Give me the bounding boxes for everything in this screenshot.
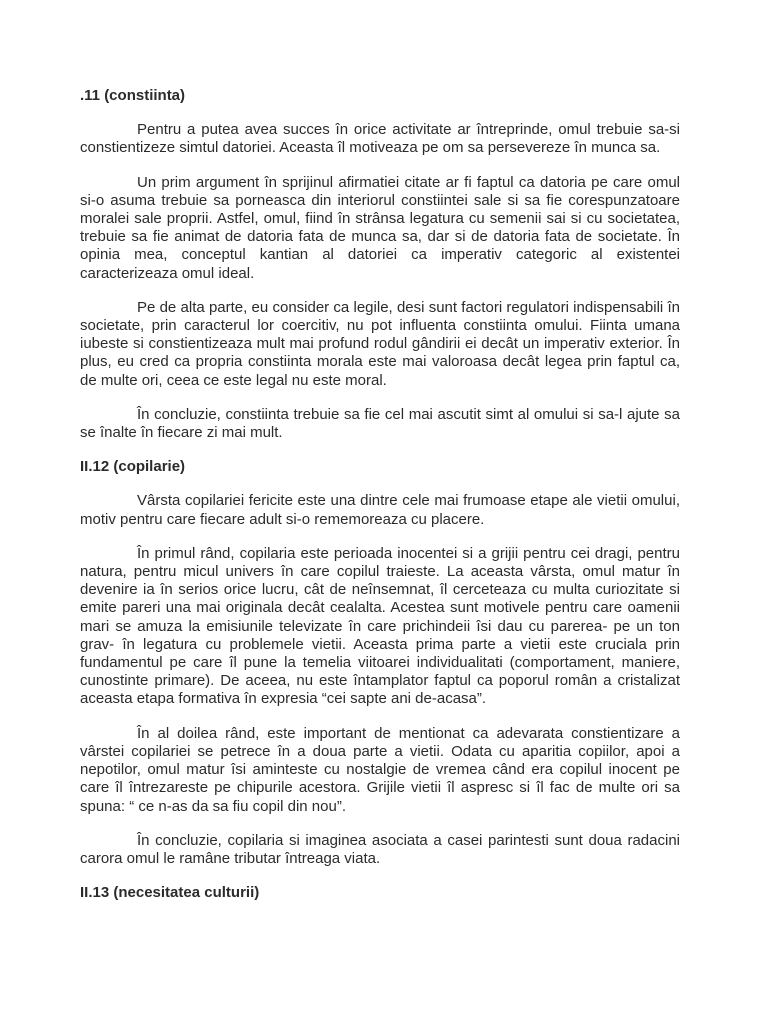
section-copilarie xyxy=(80,458,680,868)
section-constiinta xyxy=(80,87,680,442)
paragraph: În primul rând, copilaria este perioada inocentei si a grijii pentru cei dragi, pentru natura, pentru micul univers în care copilul traieste. La aceasta vârsta, omul matur în devenire ia în serios orice lucru, cât de neînsemnat, îl cerceteaza cu multa curiozitate si emite pareri una mai originala decât cealalta. Acestea sunt motivele pentru care oamenii mari se amuza la emisiunile televizate în care prichindeii îsi dau cu parerea- pe un ton grav- în legatura cu problemele vietii. Aceasta prima parte a vietii este cruciala prin fundamentul pe care îl pune la temelia viitoarei individualitati (comportament, maniere, cunostinte primare). De aceea, nu este întamplator faptul ca poporul român a cristalizat aceasta etapa formativa în expresia “cei sapte ani de-acasa”. xyxy=(80,544,680,708)
section-heading: .11 (constiinta) xyxy=(80,87,186,104)
paragraph: Pentru a putea avea succes în orice activitate ar întreprinde, omul trebuie sa-si constientizeze simtul datoriei. Aceasta îl motiveaza pe om sa persevereze în munca sa. xyxy=(80,121,680,157)
section-heading: II.13 (necesitatea culturii) xyxy=(80,884,260,902)
paragraph: Vârsta copilariei fericite este una dintre cele mai frumoase etape ale vietii omului, motiv pentru care fiecare adult si-o rememoreaza cu placere. xyxy=(80,492,680,528)
paragraph: În concluzie, copilaria si imaginea asociata a casei parintesti sunt doua radacini carora omul le ramâne tributar întreaga viata. xyxy=(80,831,680,867)
section-heading: II.12 (copilarie) xyxy=(80,458,186,476)
section-necesitatea-culturii xyxy=(80,884,680,902)
paragraph: Pe de alta parte, eu consider ca legile, desi sunt factori regulatori indispensabili în societate, prin caracterul lor coercitiv, nu pot influenta constiinta omului. Fiinta umana iubeste si constientizeaza mult mai profund rodul gândirii ei decât un imperativ exterior. În plus, eu cred ca propria constiinta morala este mai valoroasa decât legea prin faptul ca, de multe ori, ceea ce este legal nu este moral. xyxy=(80,298,680,389)
paragraph: În al doilea rând, este important de mentionat ca adevarata constientizare a vârstei copilariei se petrece în a doua parte a vietii. Odata cu aparitia copiilor, apoi a nepotilor, omul matur îsi aminteste cu nostalgie de vremea când era copilul inocent pe care îl întrezareste pe chipurile acestora. Grijile vietii îl aspresc si îl fac de multe ori sa spuna: “ ce n-as da sa fiu copil din nou”. xyxy=(80,724,680,815)
paragraph: Un prim argument în sprijinul afirmatiei citate ar fi faptul ca datoria pe care omul si-o asuma trebuie sa porneasca din interiorul constiintei sale si sa fie corespunzatoare moralei sale proprii. Astfel, omul, fiind în strânsa legatura cu semenii sai si cu societatea, trebuie sa fie animat de datoria fata de munca sa, dar si de datoria fata de societate. În opinia mea, conceptul kantian al datoriei ca imperativ categoric al existentei caracterizeaza omul ideal. xyxy=(80,173,680,282)
paragraph: În concluzie, constiinta trebuie sa fie cel mai ascutit simt al omului si sa-l ajute sa se înalte în fiecare zi mai mult. xyxy=(80,405,680,442)
document-page xyxy=(80,87,680,902)
